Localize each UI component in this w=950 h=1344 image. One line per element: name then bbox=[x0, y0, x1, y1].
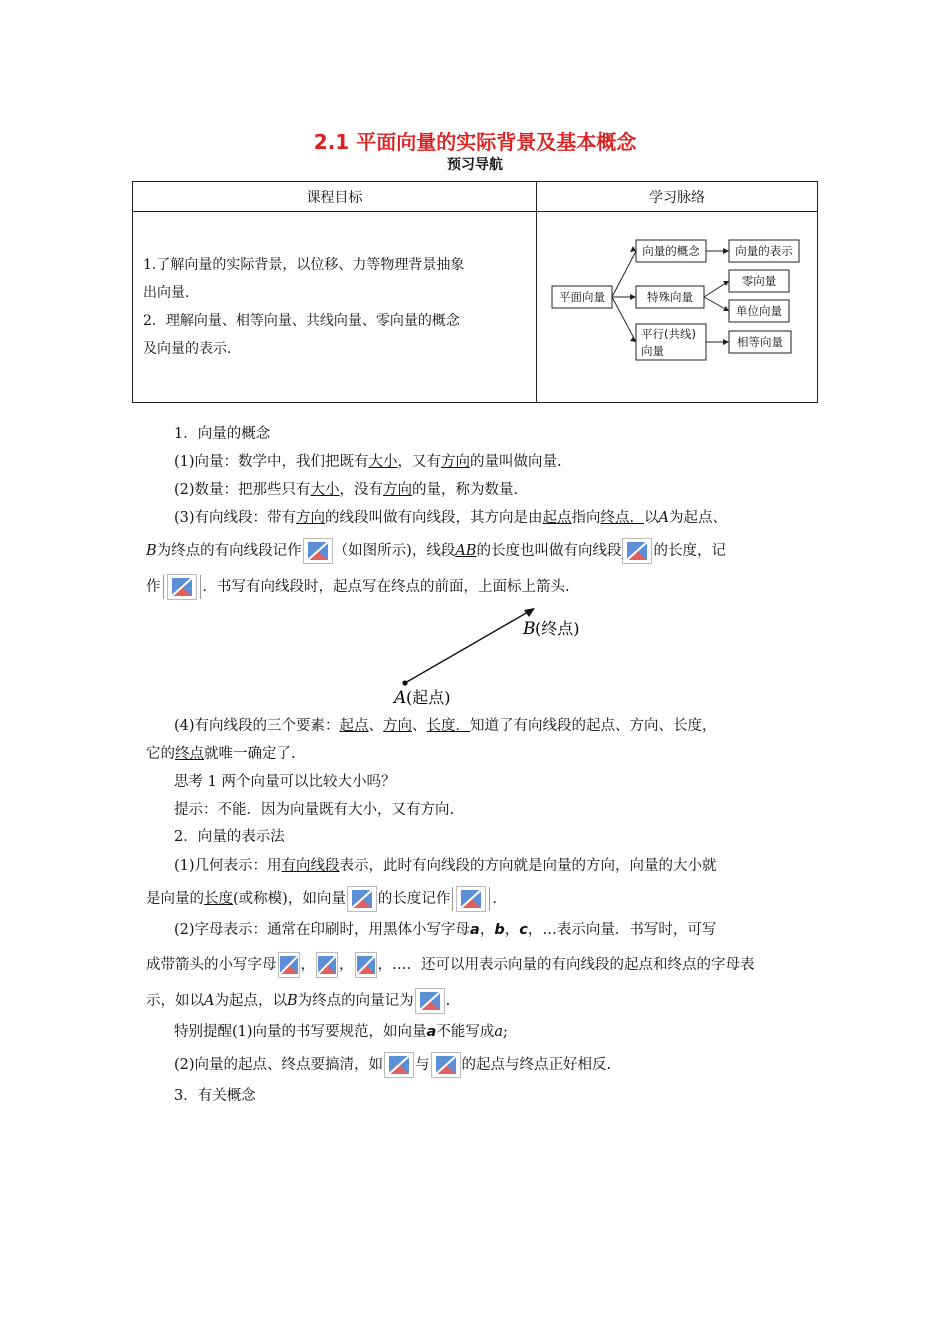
vector-ab-image-icon bbox=[303, 538, 333, 564]
reminder-1: 特别提醒(1)向量的书写要规范，如向量a不能写成a; bbox=[174, 1024, 508, 1040]
paragraph-scalar: (2)数量：把那些只有大小，没有方向的量，称为数量. bbox=[174, 482, 519, 498]
vector-length-image-icon bbox=[456, 886, 486, 912]
vector-ba-image-icon bbox=[431, 1052, 461, 1078]
paragraph-geometric: (1)几何表示：用有向线段表示，此时有向线段的方向就是向量的方向，向量的大小就 bbox=[174, 858, 717, 874]
paragraph-three-elements: (4)有向线段的三个要素：起点、方向、长度．知道了有向线段的起点、方向、长度， bbox=[174, 718, 717, 734]
section-heading-2: 2．向量的表示法 bbox=[174, 829, 285, 845]
start-point-letter: A bbox=[394, 688, 407, 708]
paragraph-directed-segment-3: 作 ．书写有向线段时，起点写在终点的前面，上面标上箭头. bbox=[146, 574, 826, 600]
hint-text: 提示：不能．因为向量既有大小，又有方向. bbox=[174, 802, 455, 818]
section-heading-1: 1．向量的概念 bbox=[174, 426, 271, 442]
header-learning-map: 学习脉络 bbox=[537, 182, 818, 212]
concept-map-diagram bbox=[537, 212, 817, 402]
paragraph-letter-2: 成带箭头的小写字母 ， ， ，…．还可以用表示向量的有向线段的起点和终点的字母表 bbox=[146, 952, 826, 978]
vector-b-image-icon bbox=[316, 952, 338, 978]
map-label-parallel-vector: 向量 bbox=[641, 344, 664, 358]
goals-cell bbox=[133, 212, 537, 403]
map-label-representation: 向量的表示 bbox=[735, 244, 793, 258]
map-label-zero: 零向量 bbox=[741, 274, 777, 288]
paragraph-three-elements-2: 它的终点就唯一确定了. bbox=[146, 746, 296, 762]
paragraph-directed-segment: (3)有向线段：带有方向的线段叫做有向线段，其方向是由起点指向终点．以A为起点、 bbox=[174, 510, 728, 526]
goal-line: 出向量. bbox=[143, 285, 190, 301]
map-label-equal: 相等向量 bbox=[737, 335, 783, 349]
vector-ab-image-icon bbox=[415, 988, 445, 1014]
map-label-root: 平面向量 bbox=[559, 290, 605, 304]
map-label-concept: 向量的概念 bbox=[642, 244, 700, 258]
directed-segment-figure bbox=[380, 602, 620, 712]
goals-table bbox=[132, 181, 818, 403]
think-question: 思考 1 两个向量可以比较大小吗？ bbox=[174, 774, 396, 790]
map-label-unit: 单位向量 bbox=[736, 304, 782, 318]
goal-line: 2．理解向量、相等向量、共线向量、零向量的概念 bbox=[143, 313, 460, 329]
page-title: 2.1 平面向量的实际背景及基本概念 bbox=[313, 130, 637, 154]
learning-map-cell bbox=[537, 212, 818, 403]
map-label-special: 特殊向量 bbox=[647, 290, 693, 304]
paragraph-vector: (1)向量：数学中，我们把既有大小，又有方向的量叫做向量. bbox=[174, 454, 562, 470]
start-point-label: (起点) bbox=[406, 688, 451, 707]
vector-ab-image-icon bbox=[384, 1052, 414, 1078]
paragraph-letter: (2)字母表示：通常在印刷时，用黑体小写字母a，b，c，…表示向量．书写时，可写 bbox=[174, 922, 717, 938]
reminder-2: (2)向量的起点、终点要搞清，如 与 的起点与终点正好相反. bbox=[174, 1052, 854, 1078]
goal-line: 及向量的表示. bbox=[143, 341, 232, 357]
section-heading-3: 3．有关概念 bbox=[174, 1088, 256, 1104]
vector-a-image-icon bbox=[278, 952, 300, 978]
goal-line: 1.了解向量的实际背景，以位移、力等物理背景抽象 bbox=[143, 257, 465, 273]
vector-length-image-icon bbox=[167, 574, 197, 600]
vector-c-image-icon bbox=[355, 952, 377, 978]
vector-image-icon bbox=[347, 886, 377, 912]
paragraph-directed-segment-2: B为终点的有向线段记作 （如图所示)，线段AB的长度也叫做有向线段 的长度，记 bbox=[146, 538, 826, 564]
page-subtitle: 预习导航 bbox=[447, 157, 503, 173]
end-point-label: (终点) bbox=[535, 619, 580, 638]
paragraph-geometric-2: 是向量的长度(或称模)，如向量 的长度记作 . bbox=[146, 886, 826, 912]
vector-ab-image-icon bbox=[622, 538, 652, 564]
paragraph-letter-3: 示，如以A为起点，以B为终点的向量记为 . bbox=[146, 988, 826, 1014]
map-label-parallel: 平行(共线) bbox=[641, 327, 696, 341]
end-point-letter: B bbox=[523, 619, 536, 639]
header-course-goals: 课程目标 bbox=[133, 182, 537, 212]
